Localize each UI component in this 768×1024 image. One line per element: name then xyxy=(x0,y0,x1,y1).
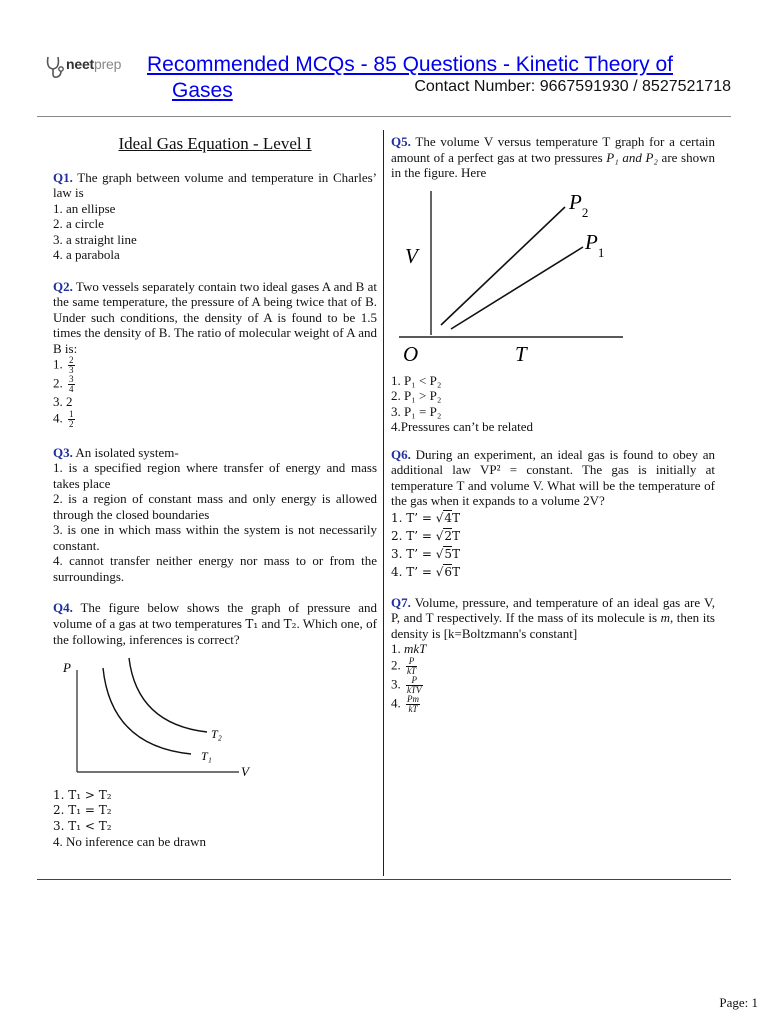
question-5: Q5. The volume V versus temperature T graph for a certain amount of a perfect gas at two pressures P₁ and P₂ are shown in the figure. Here V O T $P_2$ $P_1$ 1. P₁ < P₂ 2. P₁ > P₂ 3. P₁ = P₂ 4.Pressures can’t be related xyxy=(391,134,715,434)
option: 4. cannot transfer neither energy nor mass to or from the surroundings. xyxy=(53,553,377,584)
option: 4. $\frac{Pm}{kT}$ xyxy=(391,693,419,714)
option: 4.Pressures can’t be related xyxy=(391,419,533,434)
isotherm-curve-upper xyxy=(129,658,207,732)
fraction: $\frac{Pm}{kT}$ xyxy=(407,693,419,714)
question-4: Q4. The figure below shows the graph of pressure and volume of a gas at two temperatures T₁ and T₂. Which one, of the following, inferences is correct? P V T₂ T₁ 1. T₁ > T₂ 2. T₁ = T₂ 3. T₁ < T₂ 4. No inference can be drawn xyxy=(53,600,377,849)
option: 1. T₁ > T₂ xyxy=(53,787,112,802)
contact-number: Contact Number: 9667591930 / 8527521718 xyxy=(414,78,731,95)
option: 2. T₁ = T₂ xyxy=(53,803,112,817)
option: 1. P₁ < P₂ xyxy=(391,372,442,388)
y-axis-label: P xyxy=(63,659,71,675)
option: 1. $\frac{2}{3}$ xyxy=(53,355,74,375)
question-text: Two vessels separately contain two ideal gases A and B at the same temperature, the pressure of A being twice that of B. Under such conditions, the density of A is found to be 1.5 times the density of B. The ratio of molecular weight of A and B is: xyxy=(53,278,377,356)
question-number: Q1. xyxy=(53,169,73,185)
y-axis-label: V xyxy=(405,243,418,268)
left-column xyxy=(53,134,377,850)
option: 4. $\frac{1}{2}$ xyxy=(53,408,74,429)
option: 3. is one in which mass within the system is not necessarily constant. xyxy=(53,522,377,553)
stethoscope-icon xyxy=(44,54,66,80)
page-number: Page: 1 xyxy=(719,995,758,1010)
footer-divider xyxy=(37,879,731,880)
option: 3. 2 xyxy=(53,394,73,409)
fraction: $\frac{P}{\text{kTV}}$ xyxy=(407,674,422,695)
header-divider xyxy=(37,116,731,117)
question-6 xyxy=(391,447,715,581)
option: 3. T’ = √5T xyxy=(391,546,461,561)
option: 2. is a region of constant mass and only energy is allowed through the closed boundaries xyxy=(53,491,377,522)
option: 4. T’ = √6T xyxy=(391,564,461,579)
option: 4. a parabola xyxy=(53,247,120,262)
vt-graph xyxy=(391,185,631,371)
isotherm-curve-lower xyxy=(103,668,191,754)
option: 1. T’ = √4T xyxy=(391,510,461,525)
fraction: $\frac{2}{3}$ xyxy=(69,355,74,375)
option: 1. is a specified region where transfer of energy and mass takes place xyxy=(53,460,377,491)
x-axis-label: T xyxy=(515,341,527,366)
option: 2. $\frac{P}{kT}$ xyxy=(391,655,416,676)
question-number: Q7. xyxy=(391,594,411,610)
fraction: $\frac{3}{4}$ xyxy=(69,374,74,394)
option: 3. P₁ = P₂ xyxy=(391,403,442,419)
question-number: Q3. xyxy=(53,444,73,460)
line-p1 xyxy=(451,247,583,329)
svg-text:P1: $P_1$ xyxy=(585,229,605,260)
question-number: Q5. xyxy=(391,134,411,149)
x-axis-label: V xyxy=(241,763,249,779)
curve-label: T₂ xyxy=(211,726,222,741)
question-2 xyxy=(53,279,377,429)
option: 2. P₁ > P₂ xyxy=(391,388,442,403)
option: 2. $\frac{3}{4}$ xyxy=(53,374,74,394)
option: 4. No inference can be drawn xyxy=(53,834,207,849)
option: 3. T₁ < T₂ xyxy=(53,818,112,833)
origin-label: O xyxy=(403,341,419,366)
pv-isotherm-graph xyxy=(61,654,261,784)
line-p2 xyxy=(441,207,565,325)
page-header xyxy=(0,0,768,116)
svg-text:P2: $P_2$ xyxy=(569,189,589,220)
document-title-link-continued[interactable]: Gases xyxy=(172,79,233,102)
question-number: Q6. xyxy=(391,446,411,462)
question-number: Q4. xyxy=(53,600,73,615)
option: 1. mkT xyxy=(391,641,427,656)
question-3 xyxy=(53,445,377,585)
question-text: During an experiment, an ideal gas is found to obey an additional law VP² = constant. The gas is initially at temperature T and volume V. What will be the temperature of the gas when it expands to a volume 2V? xyxy=(391,446,715,508)
question-7: Q7. Volume, pressure, and temperature of an ideal gas are V, P, and T respectively. If the mass of its molecule is m, then its density is [k=Boltzmann's constant] 1. mkT 2. $\frac{P}{kT}$ 3. $\frac{P}{\text{kTV}}$ 4. $\frac{Pm}{kT}$ xyxy=(391,594,715,714)
question-text: The graph between volume and temperature in Charles’ law is xyxy=(53,169,377,200)
curve-label: T₁ xyxy=(201,748,212,763)
option: 1. an ellipse xyxy=(53,200,116,216)
fraction: $\frac{1}{2}$ xyxy=(69,408,74,429)
question-1 xyxy=(53,170,377,263)
right-column xyxy=(391,134,715,730)
option: 3. a straight line xyxy=(53,231,137,247)
neetprep-logo: neetprep xyxy=(44,54,144,80)
option: 2. T’ = √2T xyxy=(391,528,461,543)
option: 2. a circle xyxy=(53,216,104,231)
question-text: An isolated system- xyxy=(72,444,179,460)
option: 3. $\frac{P}{\text{kTV}}$ xyxy=(391,674,422,695)
column-divider xyxy=(383,130,384,876)
document-title-link[interactable]: Recommended MCQs - 85 Questions - Kinetic Theory of xyxy=(147,53,673,76)
fraction: $\frac{P}{kT}$ xyxy=(407,655,416,676)
section-title: Ideal Gas Equation - Level I xyxy=(118,134,312,153)
question-number: Q2. xyxy=(53,278,73,294)
